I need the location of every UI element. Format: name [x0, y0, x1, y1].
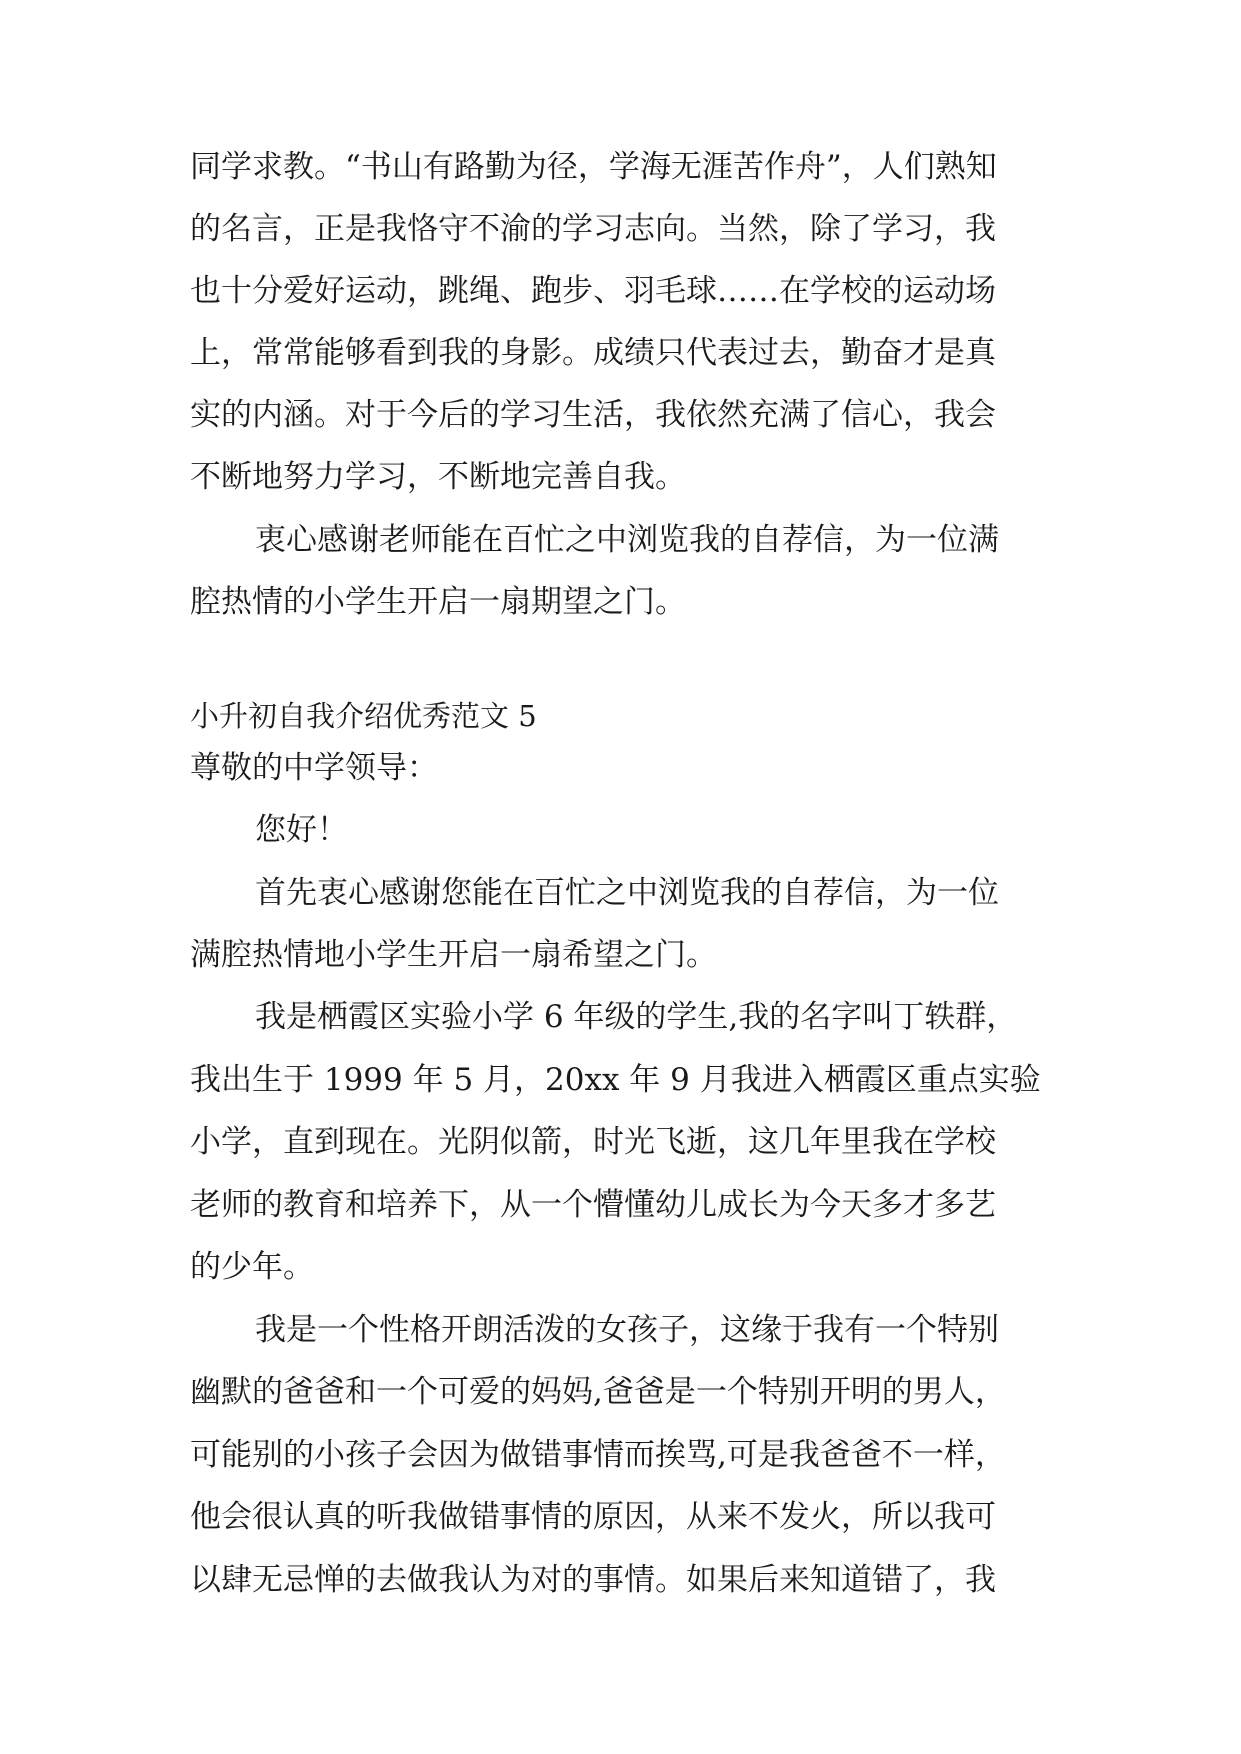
- paragraph-1-line-6: 不断地努力学习，不断地完善自我。: [190, 459, 686, 495]
- section-title: 小升初自我介绍优秀范文 5: [190, 699, 537, 733]
- greeting: 您好！: [255, 812, 348, 848]
- paragraph-5-line-2: 幽默的爸爸和一个可爱的妈妈,爸爸是一个特别开明的男人，: [190, 1374, 1006, 1410]
- paragraph-2-line-1: 衷心感谢老师能在百忙之中浏览我的自荐信，为一位满: [255, 522, 999, 558]
- paragraph-4-line-2: 我出生于 1999 年 5 月，20xx 年 9 月我进入栖霞区重点实验: [190, 1062, 1041, 1098]
- paragraph-4-line-3: 小学，直到现在。光阴似箭，时光飞逝，这几年里我在学校: [190, 1124, 996, 1160]
- paragraph-4-line-5: 的少年。: [190, 1249, 314, 1285]
- paragraph-1-line-2: 的名言，正是我恪守不渝的学习志向。当然，除了学习，我: [190, 211, 996, 247]
- paragraph-1-line-4: 上，常常能够看到我的身影。成绩只代表过去，勤奋才是真: [190, 335, 996, 371]
- paragraph-5-line-5: 以肆无忌惮的去做我认为对的事情。如果后来知道错了，我: [190, 1562, 996, 1598]
- paragraph-1-line-3: 也十分爱好运动，跳绳、跑步、羽毛球……在学校的运动场: [190, 273, 996, 309]
- paragraph-3-line-2: 满腔热情地小学生开启一扇希望之门。: [190, 937, 717, 973]
- paragraph-4-line-1: 我是栖霞区实验小学 6 年级的学生,我的名字叫丁轶群，: [255, 999, 1018, 1035]
- salutation: 尊敬的中学领导：: [190, 750, 438, 786]
- paragraph-2-line-2: 腔热情的小学生开启一扇期望之门。: [190, 584, 686, 620]
- paragraph-3-line-1: 首先衷心感谢您能在百忙之中浏览我的自荐信，为一位: [255, 875, 999, 911]
- paragraph-5-line-1: 我是一个性格开朗活泼的女孩子，这缘于我有一个特别: [255, 1312, 999, 1348]
- paragraph-1-line-1: 同学求教。“书山有路勤为径，学海无涯苦作舟”，人们熟知: [190, 149, 997, 185]
- paragraph-5-line-3: 可能别的小孩子会因为做错事情而挨骂,可是我爸爸不一样，: [190, 1437, 1006, 1473]
- paragraph-1-line-5: 实的内涵。对于今后的学习生活，我依然充满了信心，我会: [190, 397, 996, 433]
- paragraph-5-line-4: 他会很认真的听我做错事情的原因，从来不发火，所以我可: [190, 1499, 996, 1535]
- paragraph-4-line-4: 老师的教育和培养下，从一个懵懂幼儿成长为今天多才多艺: [190, 1187, 996, 1223]
